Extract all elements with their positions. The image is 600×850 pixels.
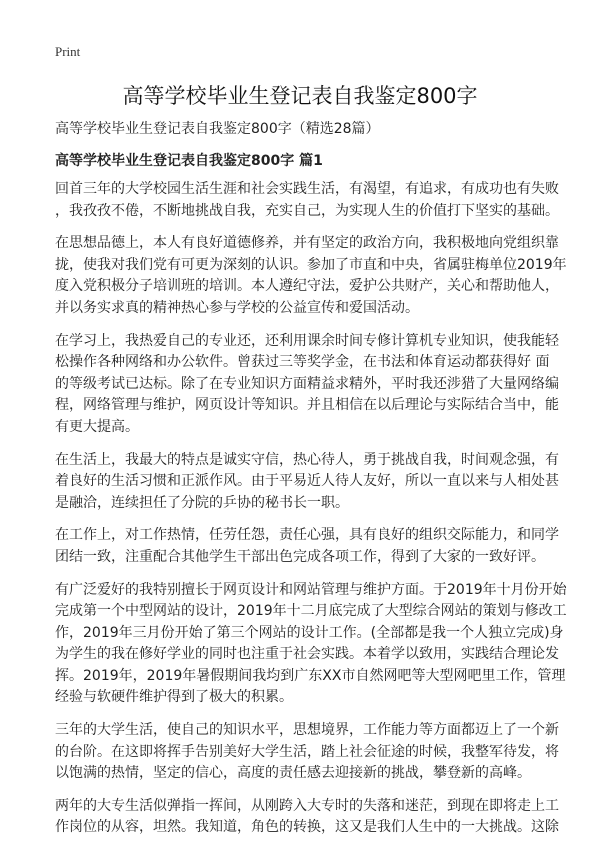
paragraph-line: 的等级考试已达标。除了在专业知识方面精益求精外，平时我还涉猎了大量网络编 xyxy=(55,375,559,392)
document-body xyxy=(55,118,567,850)
print-link[interactable]: Print xyxy=(55,44,81,59)
paragraph-line: 完成第一个中型网站的设计，2019年十二月底完成了大型综合网站的策划与修改工 xyxy=(55,603,567,620)
document-subtitle: 高等学校毕业生登记表自我鉴定800字（精选28篇） xyxy=(55,121,380,137)
section-heading: 高等学校毕业生登记表自我鉴定800字 篇1 xyxy=(55,153,323,169)
paragraph-line: 在生活上，我最大的特点是诚实守信，热心待人，勇于挑战自我，时间观念强，有 xyxy=(55,451,559,468)
paragraph xyxy=(55,450,559,515)
paragraph xyxy=(55,796,559,839)
paragraph-line: 三年的大学生活，使自己的知识水平，思想境界，工作能力等方面都迈上了一个新 xyxy=(55,722,559,739)
paragraph-line: 的台阶。在这即将挥手告别美好大学生活，踏上社会征途的时候，我整军待发，将 xyxy=(55,743,559,760)
paragraph xyxy=(55,580,567,710)
paragraph xyxy=(55,179,559,222)
paragraph-line: 经验与软硬件维护得到了极大的积累。 xyxy=(55,689,293,706)
paragraph-line: 拢，使我对我们党有可更为深刻的认识。参加了市直和中央，省属驻梅单位2019年 xyxy=(55,256,567,273)
paragraph-line: 是融洽，连续担任了分院的乒协的秘书长一职。 xyxy=(55,494,349,511)
paragraph-line: 以饱满的热情，坚定的信心，高度的责任感去迎接新的挑战，攀登新的高峰。 xyxy=(55,765,531,782)
page-title: 高等学校毕业生登记表自我鉴定800字 xyxy=(122,84,478,108)
paragraph-line: ，我孜孜不倦，不断地挑战自我，充实自己，为实现人生的价值打下坚实的基础。 xyxy=(55,202,559,219)
paragraph-line: 度入党积极分子培训班的培训。本人遵纪守法，爱护公共财产，关心和帮助他人， xyxy=(55,278,559,295)
paragraph xyxy=(55,233,567,319)
paragraph-line: 松操作各种网络和办公软件。曾获过三等奖学金，在书法和体育运动都获得好 面 xyxy=(55,354,550,371)
paragraph-line: 两年的大专生活似弹指一挥间，从刚跨入大专时的失落和迷茫，到现在即将走上工 xyxy=(55,797,559,814)
paragraph xyxy=(55,720,559,785)
paragraph-list xyxy=(55,179,567,839)
paragraph-line: 团结一致，注重配合其他学生干部出色完成各项工作，得到了大家的一致好评。 xyxy=(55,548,545,565)
paragraph-line: 在思想品德上，本人有良好道德修养，并有坚定的政治方向，我积极地向党组织靠 xyxy=(55,235,559,252)
paragraph-line: 挥。2019年，2019年暑假期间我均到广东XX市自然网吧等大型网吧里工作，管理 xyxy=(55,667,566,684)
paragraph-line: 有广泛爱好的我特别擅长于网页设计和网站管理与维护方面。于2019年十月份开始 xyxy=(55,581,567,598)
paragraph-line: 作岗位的从容，坦然。我知道，角色的转换，这又是我们人生中的一大挑战。这除 xyxy=(55,819,559,836)
paragraph-line: 着良好的生活习惯和正派作风。由于平易近人待人友好，所以一直以来与人相处甚 xyxy=(55,473,559,490)
paragraph-line: 有更大提高。 xyxy=(55,418,139,435)
paragraph-line: 为学生的我在修好学业的同时也注重于社会实践。本着学以致用，实践结合理论发 xyxy=(55,646,559,663)
paragraph-line: 回首三年的大学校园生活生涯和社会实践生活，有渴望，有追求，有成功也有失败 xyxy=(55,181,559,197)
paragraph-line: 在学习上，我热爱自己的专业还，还利用课余时间专修计算机专业知识，使我能轻 xyxy=(55,332,559,349)
paragraph-line: 程，网络管理与维护，网页设计等知识。并且相信在以后理论与实际结合当中，能 xyxy=(55,397,559,414)
paragraph xyxy=(55,331,559,439)
paragraph-line: 作，2019年三月份开始了第三个网站的设计工作。(全部都是我一个人独立完成)身 xyxy=(55,624,564,641)
paragraph-line: 在工作上，对工作热情，任劳任怨，责任心强，具有良好的组织交际能力，和同学 xyxy=(55,527,559,544)
paragraph xyxy=(55,525,559,568)
paragraph-line: 并以务实求真的精神热心参与学校的公益宣传和爱国活动。 xyxy=(55,299,419,316)
